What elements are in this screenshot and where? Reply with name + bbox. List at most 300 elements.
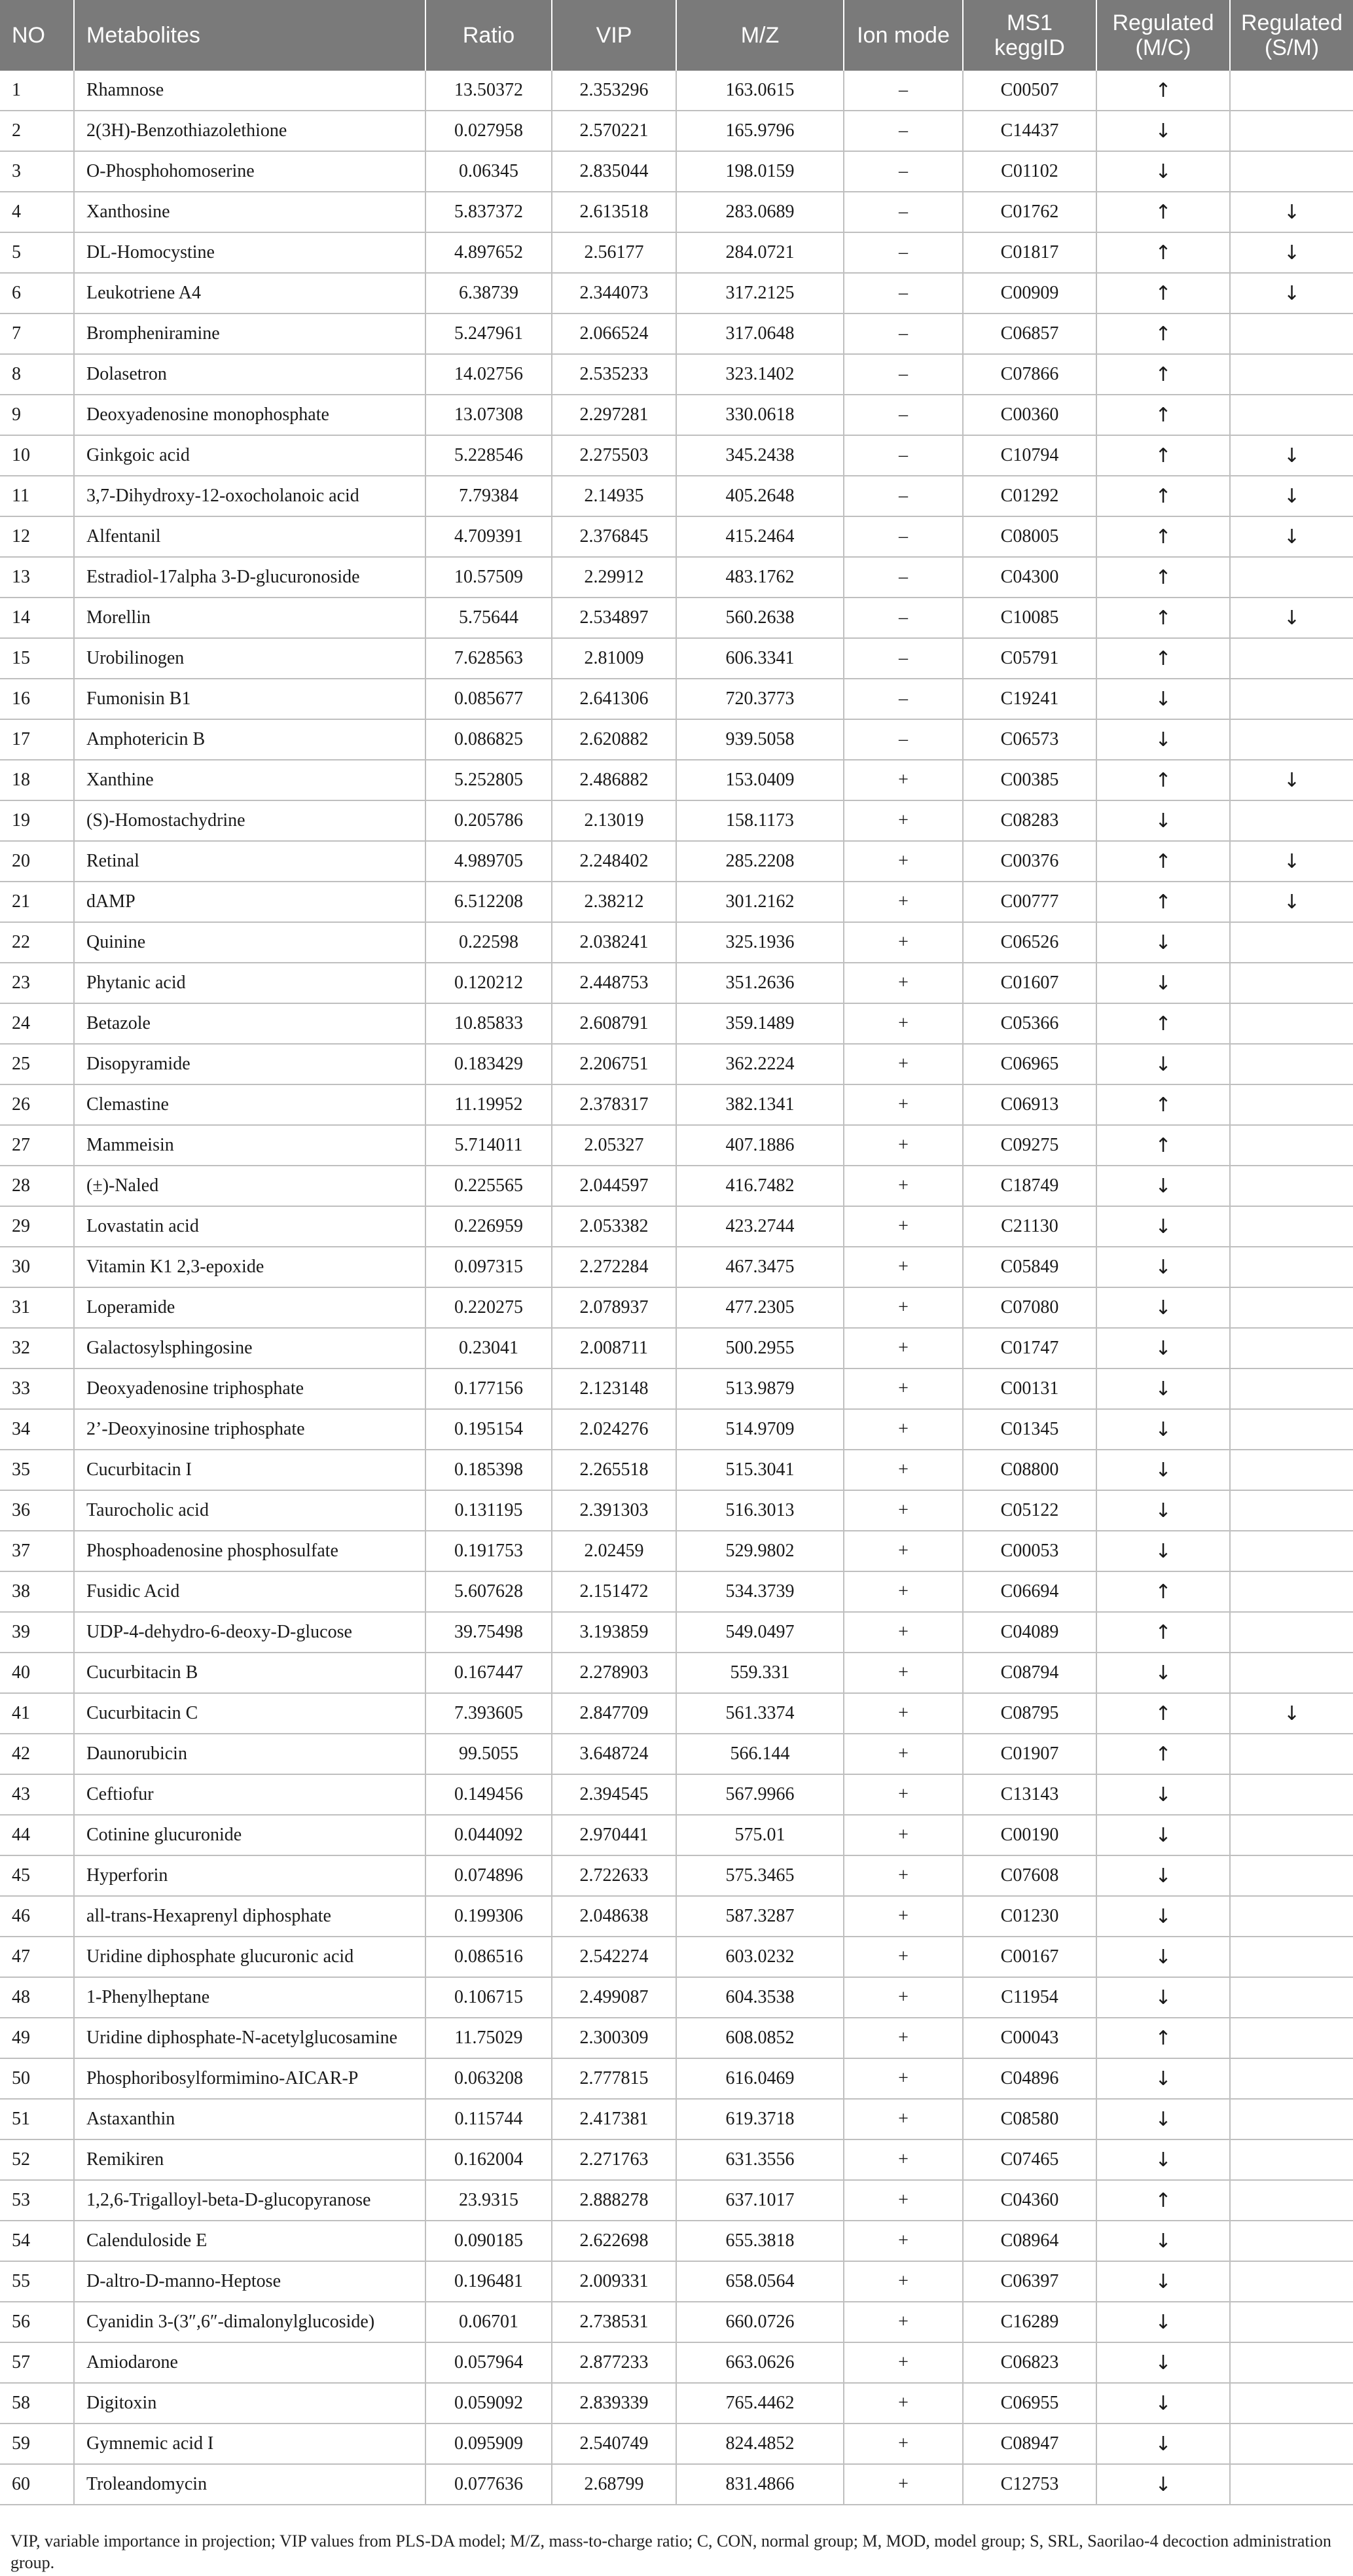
cell-mz: 765.4462 [676, 2383, 844, 2424]
cell-regulated-mc: ↓ [1096, 1774, 1230, 1815]
cell-vip: 2.248402 [552, 841, 676, 882]
cell-ratio: 5.607628 [425, 1571, 552, 1612]
cell-regulated-mc: ↓ [1096, 1450, 1230, 1490]
cell-vip: 2.300309 [552, 2018, 676, 2058]
cell-ion-mode: + [844, 2464, 963, 2505]
cell-vip: 3.193859 [552, 1612, 676, 1653]
cell-ion-mode: – [844, 354, 963, 395]
cell-ion-mode: + [844, 841, 963, 882]
cell-metabolite: Hyperforin [74, 1855, 425, 1896]
cell-ratio: 13.50372 [425, 71, 552, 111]
cell-vip: 2.02459 [552, 1531, 676, 1571]
cell-ratio: 0.086516 [425, 1937, 552, 1977]
table-row [0, 192, 1353, 232]
cell-vip: 2.044597 [552, 1166, 676, 1206]
cell-keggid: C10085 [963, 598, 1096, 638]
cell-no: 16 [0, 679, 74, 719]
cell-ratio: 10.85833 [425, 1003, 552, 1044]
cell-mz: 415.2464 [676, 516, 844, 557]
cell-regulated-mc: ↑ [1096, 273, 1230, 313]
cell-regulated-sm [1230, 1247, 1353, 1287]
cell-no: 34 [0, 1409, 74, 1450]
cell-metabolite: 2(3H)-Benzothiazolethione [74, 111, 425, 151]
cell-ratio: 0.074896 [425, 1855, 552, 1896]
cell-mz: 158.1173 [676, 800, 844, 841]
cell-ratio: 0.086825 [425, 719, 552, 760]
cell-metabolite: D-altro-D-manno-Heptose [74, 2261, 425, 2302]
cell-regulated-mc: ↓ [1096, 2383, 1230, 2424]
cell-regulated-mc: ↓ [1096, 1368, 1230, 1409]
cell-vip: 2.29912 [552, 557, 676, 598]
cell-ion-mode: + [844, 1774, 963, 1815]
cell-ratio: 5.714011 [425, 1125, 552, 1166]
cell-ion-mode: – [844, 435, 963, 476]
table-body [0, 71, 1353, 2505]
cell-ion-mode: + [844, 963, 963, 1003]
table-row [0, 1896, 1353, 1937]
cell-keggid: C00385 [963, 760, 1096, 800]
cell-ratio: 5.252805 [425, 760, 552, 800]
cell-no: 40 [0, 1653, 74, 1693]
cell-ratio: 0.06701 [425, 2302, 552, 2342]
cell-regulated-mc: ↑ [1096, 1125, 1230, 1166]
cell-regulated-sm: ↓ [1230, 841, 1353, 882]
cell-ratio: 0.196481 [425, 2261, 552, 2302]
cell-ion-mode: + [844, 2099, 963, 2139]
cell-keggid: C06965 [963, 1044, 1096, 1084]
cell-mz: 362.2224 [676, 1044, 844, 1084]
cell-regulated-mc: ↓ [1096, 2342, 1230, 2383]
cell-metabolite: 1-Phenylheptane [74, 1977, 425, 2018]
cell-mz: 359.1489 [676, 1003, 844, 1044]
cell-keggid: C06694 [963, 1571, 1096, 1612]
cell-ratio: 11.75029 [425, 2018, 552, 2058]
cell-mz: 663.0626 [676, 2342, 844, 2383]
cell-metabolite: Xanthosine [74, 192, 425, 232]
cell-no: 11 [0, 476, 74, 516]
cell-mz: 198.0159 [676, 151, 844, 192]
cell-metabolite: Troleandomycin [74, 2464, 425, 2505]
cell-regulated-sm [1230, 1571, 1353, 1612]
cell-mz: 483.1762 [676, 557, 844, 598]
cell-vip: 2.448753 [552, 963, 676, 1003]
cell-mz: 637.1017 [676, 2180, 844, 2221]
header-vip: VIP [552, 0, 676, 71]
cell-keggid: C08580 [963, 2099, 1096, 2139]
cell-mz: 616.0469 [676, 2058, 844, 2099]
cell-ratio: 0.044092 [425, 1815, 552, 1855]
cell-regulated-mc: ↓ [1096, 1977, 1230, 2018]
cell-regulated-sm [1230, 2464, 1353, 2505]
cell-regulated-sm [1230, 1125, 1353, 1166]
cell-vip: 2.535233 [552, 354, 676, 395]
cell-mz: 631.3556 [676, 2139, 844, 2180]
cell-no: 12 [0, 516, 74, 557]
table-row [0, 1937, 1353, 1977]
table-row [0, 435, 1353, 476]
cell-vip: 2.078937 [552, 1287, 676, 1328]
cell-regulated-mc: ↑ [1096, 71, 1230, 111]
cell-keggid: C01345 [963, 1409, 1096, 1450]
cell-keggid: C00507 [963, 71, 1096, 111]
cell-keggid: C07608 [963, 1855, 1096, 1896]
cell-vip: 2.417381 [552, 2099, 676, 2139]
cell-vip: 2.622698 [552, 2221, 676, 2261]
cell-regulated-mc: ↓ [1096, 1409, 1230, 1450]
cell-ion-mode: + [844, 922, 963, 963]
cell-ion-mode: + [844, 2139, 963, 2180]
cell-ion-mode: – [844, 111, 963, 151]
cell-metabolite: Fumonisin B1 [74, 679, 425, 719]
cell-regulated-sm [1230, 2058, 1353, 2099]
cell-no: 44 [0, 1815, 74, 1855]
cell-keggid: C06573 [963, 719, 1096, 760]
cell-ratio: 6.38739 [425, 273, 552, 313]
cell-keggid: C05849 [963, 1247, 1096, 1287]
cell-regulated-mc: ↑ [1096, 192, 1230, 232]
cell-metabolite: 2’-Deoxyinosine triphosphate [74, 1409, 425, 1450]
cell-metabolite: Disopyramide [74, 1044, 425, 1084]
cell-regulated-sm [1230, 2139, 1353, 2180]
cell-metabolite: Loperamide [74, 1287, 425, 1328]
cell-regulated-sm [1230, 71, 1353, 111]
cell-keggid: C01762 [963, 192, 1096, 232]
cell-ratio: 0.191753 [425, 1531, 552, 1571]
cell-metabolite: (±)-Naled [74, 1166, 425, 1206]
cell-vip: 2.344073 [552, 273, 676, 313]
cell-ratio: 11.19952 [425, 1084, 552, 1125]
table-row [0, 1815, 1353, 1855]
cell-mz: 720.3773 [676, 679, 844, 719]
cell-keggid: C21130 [963, 1206, 1096, 1247]
cell-metabolite: Mammeisin [74, 1125, 425, 1166]
cell-ratio: 0.06345 [425, 151, 552, 192]
cell-no: 8 [0, 354, 74, 395]
cell-vip: 2.275503 [552, 435, 676, 476]
cell-mz: 516.3013 [676, 1490, 844, 1531]
cell-regulated-mc: ↑ [1096, 2018, 1230, 2058]
cell-keggid: C01817 [963, 232, 1096, 273]
cell-ion-mode: + [844, 1084, 963, 1125]
cell-mz: 163.0615 [676, 71, 844, 111]
cell-ion-mode: + [844, 2058, 963, 2099]
cell-ion-mode: – [844, 557, 963, 598]
cell-regulated-sm [1230, 111, 1353, 151]
cell-ratio: 0.063208 [425, 2058, 552, 2099]
cell-vip: 2.265518 [552, 1450, 676, 1490]
table-row [0, 557, 1353, 598]
cell-regulated-sm: ↓ [1230, 882, 1353, 922]
cell-regulated-sm [1230, 1206, 1353, 1247]
cell-no: 6 [0, 273, 74, 313]
cell-mz: 301.2162 [676, 882, 844, 922]
table-row [0, 2383, 1353, 2424]
cell-regulated-mc: ↑ [1096, 476, 1230, 516]
cell-vip: 2.608791 [552, 1003, 676, 1044]
cell-ion-mode: + [844, 1612, 963, 1653]
table-row [0, 1693, 1353, 1734]
cell-ratio: 0.185398 [425, 1450, 552, 1490]
cell-mz: 407.1886 [676, 1125, 844, 1166]
table-row [0, 1125, 1353, 1166]
cell-ratio: 4.709391 [425, 516, 552, 557]
cell-regulated-mc: ↑ [1096, 313, 1230, 354]
cell-vip: 2.81009 [552, 638, 676, 679]
table-row [0, 1328, 1353, 1368]
cell-mz: 416.7482 [676, 1166, 844, 1206]
cell-regulated-sm [1230, 2221, 1353, 2261]
cell-regulated-sm [1230, 1855, 1353, 1896]
cell-keggid: C00376 [963, 841, 1096, 882]
cell-metabolite: Uridine diphosphate-N-acetylglucosamine [74, 2018, 425, 2058]
table-row [0, 800, 1353, 841]
cell-metabolite: Brompheniramine [74, 313, 425, 354]
cell-mz: 658.0564 [676, 2261, 844, 2302]
cell-metabolite: O-Phosphohomoserine [74, 151, 425, 192]
table-row [0, 1166, 1353, 1206]
cell-metabolite: Amphotericin B [74, 719, 425, 760]
header-ratio: Ratio [425, 0, 552, 71]
cell-ion-mode: + [844, 1409, 963, 1450]
cell-ion-mode: + [844, 1977, 963, 2018]
cell-regulated-sm [1230, 2018, 1353, 2058]
table-row [0, 1653, 1353, 1693]
cell-mz: 323.1402 [676, 354, 844, 395]
cell-keggid: C19241 [963, 679, 1096, 719]
cell-regulated-mc: ↓ [1096, 2464, 1230, 2505]
cell-ion-mode: + [844, 2383, 963, 2424]
table-row [0, 760, 1353, 800]
cell-keggid: C08964 [963, 2221, 1096, 2261]
cell-metabolite: Uridine diphosphate glucuronic acid [74, 1937, 425, 1977]
cell-regulated-sm [1230, 2302, 1353, 2342]
cell-ratio: 0.090185 [425, 2221, 552, 2261]
cell-mz: 467.3475 [676, 1247, 844, 1287]
cell-no: 21 [0, 882, 74, 922]
cell-vip: 3.648724 [552, 1734, 676, 1774]
cell-ratio: 0.149456 [425, 1774, 552, 1815]
cell-metabolite: Phosphoadenosine phosphosulfate [74, 1531, 425, 1571]
table-row [0, 598, 1353, 638]
table-row [0, 1450, 1353, 1490]
cell-no: 22 [0, 922, 74, 963]
cell-regulated-sm [1230, 2261, 1353, 2302]
table-row [0, 841, 1353, 882]
cell-metabolite: Gymnemic acid I [74, 2424, 425, 2464]
cell-vip: 2.394545 [552, 1774, 676, 1815]
cell-regulated-mc: ↑ [1096, 354, 1230, 395]
cell-regulated-sm: ↓ [1230, 435, 1353, 476]
cell-ion-mode: + [844, 1855, 963, 1896]
cell-regulated-sm [1230, 922, 1353, 963]
cell-keggid: C08283 [963, 800, 1096, 841]
cell-regulated-sm [1230, 963, 1353, 1003]
cell-keggid: C06857 [963, 313, 1096, 354]
cell-ion-mode: – [844, 719, 963, 760]
cell-keggid: C04896 [963, 2058, 1096, 2099]
table-row [0, 963, 1353, 1003]
cell-regulated-sm [1230, 1084, 1353, 1125]
cell-ion-mode: + [844, 1693, 963, 1734]
cell-keggid: C00777 [963, 882, 1096, 922]
cell-regulated-sm [1230, 2180, 1353, 2221]
table-row [0, 1044, 1353, 1084]
table-row [0, 1247, 1353, 1287]
table-row [0, 232, 1353, 273]
table-row [0, 1774, 1353, 1815]
cell-regulated-mc: ↓ [1096, 111, 1230, 151]
cell-ratio: 5.228546 [425, 435, 552, 476]
cell-ion-mode: + [844, 1206, 963, 1247]
cell-mz: 513.9879 [676, 1368, 844, 1409]
table-row [0, 1734, 1353, 1774]
table-row [0, 1003, 1353, 1044]
cell-no: 47 [0, 1937, 74, 1977]
cell-metabolite: Morellin [74, 598, 425, 638]
cell-metabolite: Remikiren [74, 2139, 425, 2180]
cell-regulated-mc: ↑ [1096, 516, 1230, 557]
cell-ion-mode: – [844, 71, 963, 111]
cell-no: 7 [0, 313, 74, 354]
cell-regulated-sm [1230, 1896, 1353, 1937]
table-row [0, 1409, 1353, 1450]
cell-no: 58 [0, 2383, 74, 2424]
cell-metabolite: Estradiol-17alpha 3-D-glucuronoside [74, 557, 425, 598]
cell-mz: 660.0726 [676, 2302, 844, 2342]
cell-regulated-mc: ↓ [1096, 1855, 1230, 1896]
cell-regulated-sm [1230, 2424, 1353, 2464]
cell-vip: 2.540749 [552, 2424, 676, 2464]
cell-vip: 2.14935 [552, 476, 676, 516]
cell-metabolite: Cucurbitacin I [74, 1450, 425, 1490]
cell-regulated-sm: ↓ [1230, 476, 1353, 516]
cell-vip: 2.272284 [552, 1247, 676, 1287]
cell-regulated-mc: ↓ [1096, 2058, 1230, 2099]
cell-ion-mode: + [844, 1247, 963, 1287]
cell-ion-mode: + [844, 882, 963, 922]
cell-ion-mode: + [844, 1003, 963, 1044]
cell-regulated-sm [1230, 2342, 1353, 2383]
cell-regulated-sm [1230, 1490, 1353, 1531]
cell-keggid: C07465 [963, 2139, 1096, 2180]
cell-regulated-mc: ↓ [1096, 2302, 1230, 2342]
cell-regulated-sm [1230, 1774, 1353, 1815]
cell-ion-mode: + [844, 800, 963, 841]
cell-ion-mode: + [844, 1490, 963, 1531]
cell-vip: 2.048638 [552, 1896, 676, 1937]
cell-ratio: 13.07308 [425, 395, 552, 435]
cell-metabolite: Cotinine glucuronide [74, 1815, 425, 1855]
cell-no: 45 [0, 1855, 74, 1896]
table-header [0, 0, 1353, 71]
cell-regulated-sm [1230, 557, 1353, 598]
cell-ratio: 0.027958 [425, 111, 552, 151]
cell-ratio: 5.75644 [425, 598, 552, 638]
cell-no: 43 [0, 1774, 74, 1815]
cell-regulated-sm [1230, 395, 1353, 435]
header-regulated-mc: Regulated (M/C) [1096, 0, 1230, 71]
cell-metabolite: Daunorubicin [74, 1734, 425, 1774]
cell-ion-mode: + [844, 1044, 963, 1084]
cell-metabolite: DL-Homocystine [74, 232, 425, 273]
table-row [0, 2464, 1353, 2505]
cell-mz: 561.3374 [676, 1693, 844, 1734]
cell-no: 4 [0, 192, 74, 232]
cell-regulated-mc: ↓ [1096, 151, 1230, 192]
cell-keggid: C06955 [963, 2383, 1096, 2424]
cell-keggid: C01607 [963, 963, 1096, 1003]
cell-regulated-sm: ↓ [1230, 273, 1353, 313]
cell-keggid: C10794 [963, 435, 1096, 476]
cell-ion-mode: + [844, 1450, 963, 1490]
table-row [0, 2424, 1353, 2464]
cell-no: 32 [0, 1328, 74, 1368]
cell-metabolite: all-trans-Hexaprenyl diphosphate [74, 1896, 425, 1937]
cell-ion-mode: + [844, 1287, 963, 1328]
cell-no: 5 [0, 232, 74, 273]
header-ion-mode: Ion mode [844, 0, 963, 71]
cell-vip: 2.278903 [552, 1653, 676, 1693]
cell-mz: 283.0689 [676, 192, 844, 232]
table-row [0, 151, 1353, 192]
table-row [0, 1855, 1353, 1896]
cell-mz: 423.2744 [676, 1206, 844, 1247]
cell-metabolite: Deoxyadenosine triphosphate [74, 1368, 425, 1409]
cell-ratio: 0.085677 [425, 679, 552, 719]
cell-regulated-mc: ↓ [1096, 2261, 1230, 2302]
cell-regulated-sm: ↓ [1230, 1693, 1353, 1734]
cell-ion-mode: + [844, 1896, 963, 1937]
cell-mz: 317.0648 [676, 313, 844, 354]
cell-mz: 608.0852 [676, 2018, 844, 2058]
cell-metabolite: Cucurbitacin C [74, 1693, 425, 1734]
cell-no: 28 [0, 1166, 74, 1206]
cell-ion-mode: – [844, 598, 963, 638]
cell-regulated-mc: ↑ [1096, 232, 1230, 273]
cell-regulated-mc: ↓ [1096, 1531, 1230, 1571]
cell-no: 48 [0, 1977, 74, 2018]
cell-vip: 2.123148 [552, 1368, 676, 1409]
cell-regulated-mc: ↑ [1096, 1084, 1230, 1125]
cell-metabolite: dAMP [74, 882, 425, 922]
cell-vip: 2.499087 [552, 1977, 676, 2018]
cell-vip: 2.570221 [552, 111, 676, 151]
cell-no: 27 [0, 1125, 74, 1166]
cell-no: 2 [0, 111, 74, 151]
cell-regulated-sm: ↓ [1230, 232, 1353, 273]
cell-regulated-sm: ↓ [1230, 516, 1353, 557]
cell-mz: 560.2638 [676, 598, 844, 638]
cell-ion-mode: – [844, 395, 963, 435]
cell-ratio: 0.057964 [425, 2342, 552, 2383]
header-metabolites: Metabolites [74, 0, 425, 71]
cell-ion-mode: + [844, 1815, 963, 1855]
cell-mz: 317.2125 [676, 273, 844, 313]
cell-ratio: 0.225565 [425, 1166, 552, 1206]
cell-metabolite: Alfentanil [74, 516, 425, 557]
cell-vip: 2.053382 [552, 1206, 676, 1247]
cell-regulated-sm [1230, 2099, 1353, 2139]
cell-ion-mode: + [844, 1166, 963, 1206]
cell-ion-mode: – [844, 232, 963, 273]
cell-regulated-mc: ↑ [1096, 760, 1230, 800]
cell-regulated-sm [1230, 1166, 1353, 1206]
cell-no: 1 [0, 71, 74, 111]
cell-vip: 2.376845 [552, 516, 676, 557]
cell-ratio: 0.120212 [425, 963, 552, 1003]
cell-keggid: C08947 [963, 2424, 1096, 2464]
table-row [0, 1206, 1353, 1247]
